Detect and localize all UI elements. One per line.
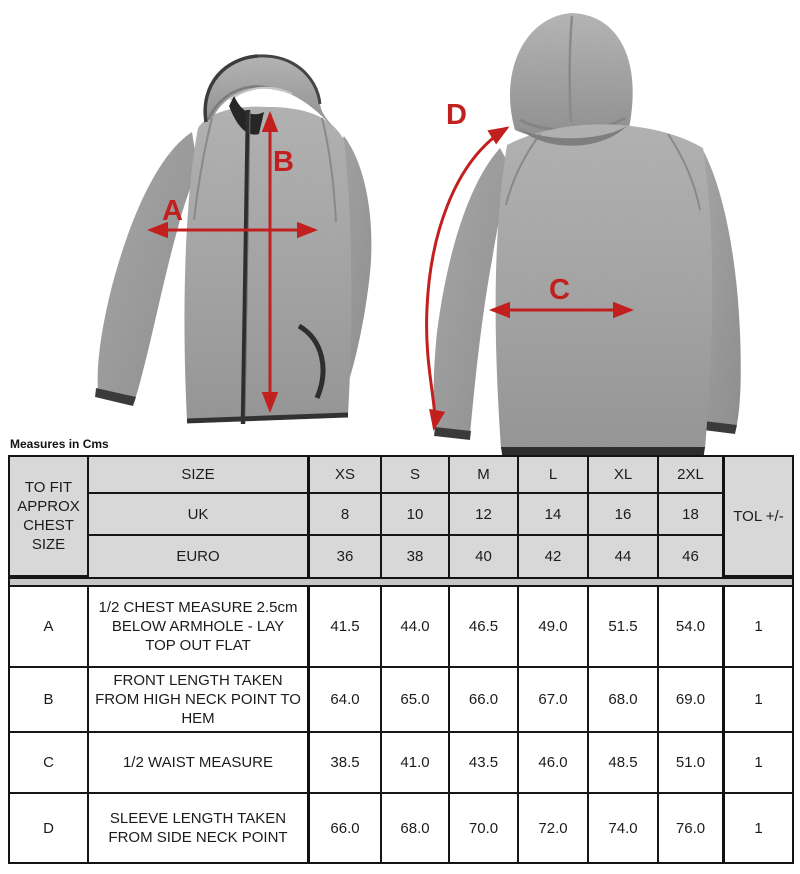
measure-label-c: C xyxy=(549,274,570,306)
measurement-value: 65.0 xyxy=(382,668,450,733)
size-col-header: XL xyxy=(589,457,659,494)
measurement-value: 38.5 xyxy=(310,733,382,794)
uk-size-value: 16 xyxy=(589,494,659,536)
measurement-value: 66.0 xyxy=(450,668,519,733)
measurement-value: 66.0 xyxy=(310,794,382,862)
measurement-value: 46.0 xyxy=(519,733,589,794)
tolerance-value: 1 xyxy=(725,733,792,794)
measurement-value: 54.0 xyxy=(659,587,725,668)
euro-size-value: 38 xyxy=(382,536,450,577)
row-description: 1/2 CHEST MEASURE 2.5cm BELOW ARMHOLE - LAY TOP OUT FLAT xyxy=(89,587,310,668)
tolerance-value: 1 xyxy=(725,794,792,862)
row-description: SLEEVE LENGTH TAKEN FROM SIDE NECK POINT xyxy=(89,794,310,862)
measurement-value: 41.5 xyxy=(310,587,382,668)
euro-size-value: 36 xyxy=(310,536,382,577)
measurement-value: 48.5 xyxy=(589,733,659,794)
euro-size-value: 46 xyxy=(659,536,725,577)
row-key: B xyxy=(10,668,89,733)
tolerance-header: TOL +/- xyxy=(725,457,792,577)
size-col-header: M xyxy=(450,457,519,494)
measurement-value: 76.0 xyxy=(659,794,725,862)
uk-size-value: 12 xyxy=(450,494,519,536)
size-col-header: S xyxy=(382,457,450,494)
measurement-value: 72.0 xyxy=(519,794,589,862)
row-key: D xyxy=(10,794,89,862)
row-description: FRONT LENGTH TAKEN FROM HIGH NECK POINT TO HEM xyxy=(89,668,310,733)
measurement-value: 43.5 xyxy=(450,733,519,794)
row-description: 1/2 WAIST MEASURE xyxy=(89,733,310,794)
header-size-label: SIZE xyxy=(89,457,310,494)
measures-unit-note: Measures in Cms xyxy=(10,437,109,451)
measurement-value: 74.0 xyxy=(589,794,659,862)
measure-label-a: A xyxy=(162,195,183,227)
measurement-value: 64.0 xyxy=(310,668,382,733)
measurement-value: 70.0 xyxy=(450,794,519,862)
header-body-divider xyxy=(10,577,792,587)
size-chart-table xyxy=(8,455,794,864)
uk-size-value: 8 xyxy=(310,494,382,536)
front-torso xyxy=(184,107,351,421)
euro-size-value: 44 xyxy=(589,536,659,577)
header-uk-label: UK xyxy=(89,494,310,536)
size-col-header: L xyxy=(519,457,589,494)
measurement-value: 41.0 xyxy=(382,733,450,794)
measurement-value: 69.0 xyxy=(659,668,725,733)
back-torso xyxy=(496,124,713,449)
measurement-value: 51.0 xyxy=(659,733,725,794)
uk-size-value: 18 xyxy=(659,494,725,536)
euro-size-value: 40 xyxy=(450,536,519,577)
header-euro-label: EURO xyxy=(89,536,310,577)
uk-size-value: 10 xyxy=(382,494,450,536)
row-key: A xyxy=(10,587,89,668)
euro-size-value: 42 xyxy=(519,536,589,577)
measurement-value: 44.0 xyxy=(382,587,450,668)
uk-size-value: 14 xyxy=(519,494,589,536)
tolerance-value: 1 xyxy=(725,587,792,668)
corner-header: TO FIT APPROX CHEST SIZE xyxy=(10,457,89,577)
measure-label-d: D xyxy=(446,99,467,131)
row-key: C xyxy=(10,733,89,794)
measurement-value: 51.5 xyxy=(589,587,659,668)
tolerance-value: 1 xyxy=(725,668,792,733)
measurement-value: 46.5 xyxy=(450,587,519,668)
back-jacket xyxy=(434,13,741,460)
size-col-header: 2XL xyxy=(659,457,725,494)
front-jacket xyxy=(95,55,371,424)
measurement-value: 49.0 xyxy=(519,587,589,668)
size-col-header: XS xyxy=(310,457,382,494)
measure-label-b: B xyxy=(273,146,294,178)
measurement-value: 68.0 xyxy=(589,668,659,733)
measurement-value: 68.0 xyxy=(382,794,450,862)
measurement-value: 67.0 xyxy=(519,668,589,733)
